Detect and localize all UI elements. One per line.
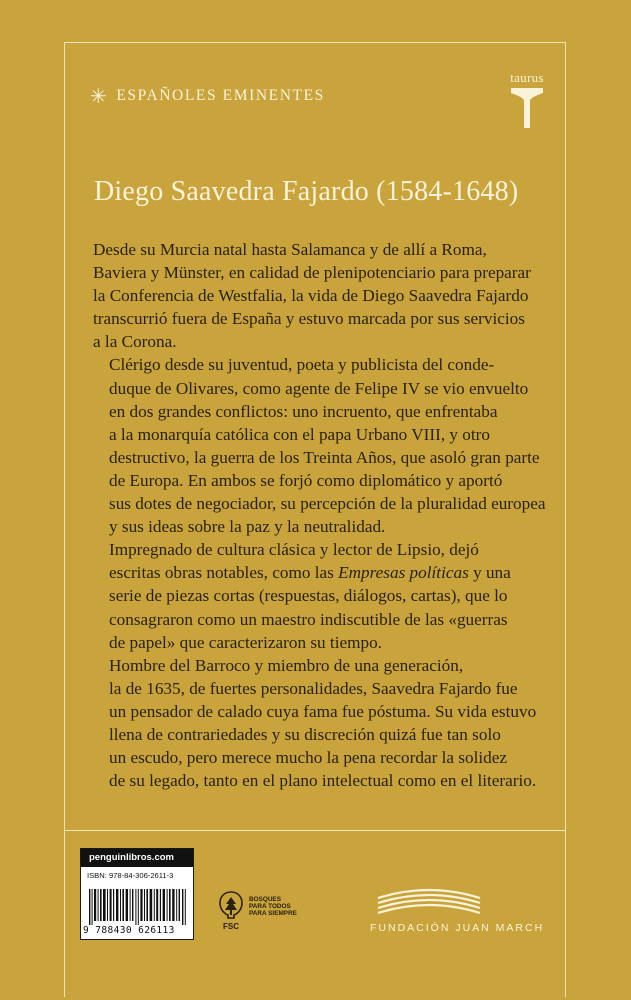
text-line: transcurrió fuera de España y estuvo marcada por sus servicios bbox=[93, 309, 525, 329]
text-line: Desde su Murcia natal hasta Salamanca y de allí a Roma, bbox=[93, 240, 487, 259]
fsc-slogan-line: BOSQUES bbox=[249, 896, 281, 903]
fsc-tree-icon bbox=[218, 890, 244, 920]
text-line: Baviera y Münster, en calidad de plenipotenciario para preparar bbox=[93, 263, 531, 283]
text-line: en dos grandes conflictos: uno incruento, que enfrentaba bbox=[109, 401, 498, 421]
text-line: la Conferencia de Westfalia, la vida de Diego Saavedra Fajardo bbox=[93, 286, 529, 306]
paragraph-2 bbox=[93, 353, 546, 538]
text-line: Clérigo desde su juventud, poeta y publicista del conde- bbox=[109, 355, 495, 375]
paragraph-3 bbox=[93, 538, 541, 653]
fsc-slogan-line: PARA SIEMPRE bbox=[249, 910, 297, 918]
fundacion-arches-icon bbox=[374, 884, 484, 914]
fsc-slogan-line: PARA TODOS bbox=[249, 903, 291, 911]
text-fragment: y una bbox=[468, 563, 511, 583]
text-line: serie de piezas cortas (respuestas, diálogos, cartas), que lo bbox=[109, 586, 508, 606]
fundacion-name: FUNDACIÓN JUAN MARCH bbox=[370, 922, 545, 934]
text-line: un pensador de calado cuya fama fue póstuma. Su vida estuvo bbox=[109, 701, 537, 721]
text-line: Impregnado de cultura clásica y lector de Lipsio, dejó bbox=[109, 540, 479, 560]
paragraph-4 bbox=[93, 654, 541, 793]
barcode-icon bbox=[89, 889, 189, 925]
text-line: sus dotes de negociador, su percepción de la pluralidad europea bbox=[109, 494, 546, 514]
text-line: llena de contrariedades y su discreción quizá fue tan solo bbox=[109, 724, 501, 744]
text-line: un escudo, pero merece mucho la pena recordar la solidez bbox=[109, 748, 507, 768]
text-line: la de 1635, de fuertes personalidades, Saavedra Fajardo fue bbox=[109, 678, 518, 698]
fundacion-logo bbox=[370, 884, 556, 934]
paragraph-1 bbox=[93, 238, 541, 353]
barcode-digits: 9 788430 626113 bbox=[83, 925, 175, 936]
series-label bbox=[90, 86, 325, 106]
taurus-t-icon bbox=[510, 88, 544, 128]
series-name: ESPAÑOLES EMINENTES bbox=[116, 87, 325, 104]
text-line: consagraron como un maestro indiscutible de las «guerras bbox=[109, 609, 508, 629]
publisher-logo bbox=[504, 70, 550, 128]
text-line: destructivo, la guerra de los Treinta Años, que asoló gran parte bbox=[109, 447, 540, 467]
text-line: de Europa. En ambos se forjó como diplomático y aportó bbox=[109, 470, 503, 490]
text-fragment: escritas obras notables, como las bbox=[109, 563, 339, 583]
barcode-box bbox=[80, 848, 194, 940]
text-line: duque de Olivares, como agente de Felipe IV se vio envuelto bbox=[109, 378, 529, 398]
isbn: ISBN: 978-84-306-2611-3 bbox=[87, 871, 174, 880]
blurb bbox=[93, 238, 546, 792]
fsc-logo bbox=[218, 890, 297, 931]
book-title: Diego Saavedra Fajardo (1584-1648) bbox=[94, 176, 519, 207]
text-line: Hombre del Barroco y miembro de una generación, bbox=[109, 655, 464, 675]
publisher-name: taurus bbox=[510, 70, 544, 85]
text-line: de su legado, tanto en el plano intelectual como en el literario. bbox=[109, 771, 537, 791]
text-line: de papel» que caracterizaron su tiempo. bbox=[109, 632, 382, 652]
divider bbox=[64, 830, 566, 831]
book-title-italic: Empresas políticas bbox=[338, 563, 469, 583]
publisher-website: penguinlibros.com bbox=[81, 849, 193, 867]
fsc-mark bbox=[218, 890, 244, 931]
fsc-slogan bbox=[249, 890, 297, 918]
text-line: a la monarquía católica con el papa Urbano VIII, y otro bbox=[109, 424, 490, 444]
asterisk-icon: ✳ bbox=[90, 84, 109, 108]
text-line bbox=[93, 561, 541, 584]
text-line: y sus ideas sobre la paz y la neutralidad. bbox=[109, 517, 386, 537]
fsc-label: FSC bbox=[223, 922, 239, 931]
text-line: a la Corona. bbox=[93, 332, 177, 352]
